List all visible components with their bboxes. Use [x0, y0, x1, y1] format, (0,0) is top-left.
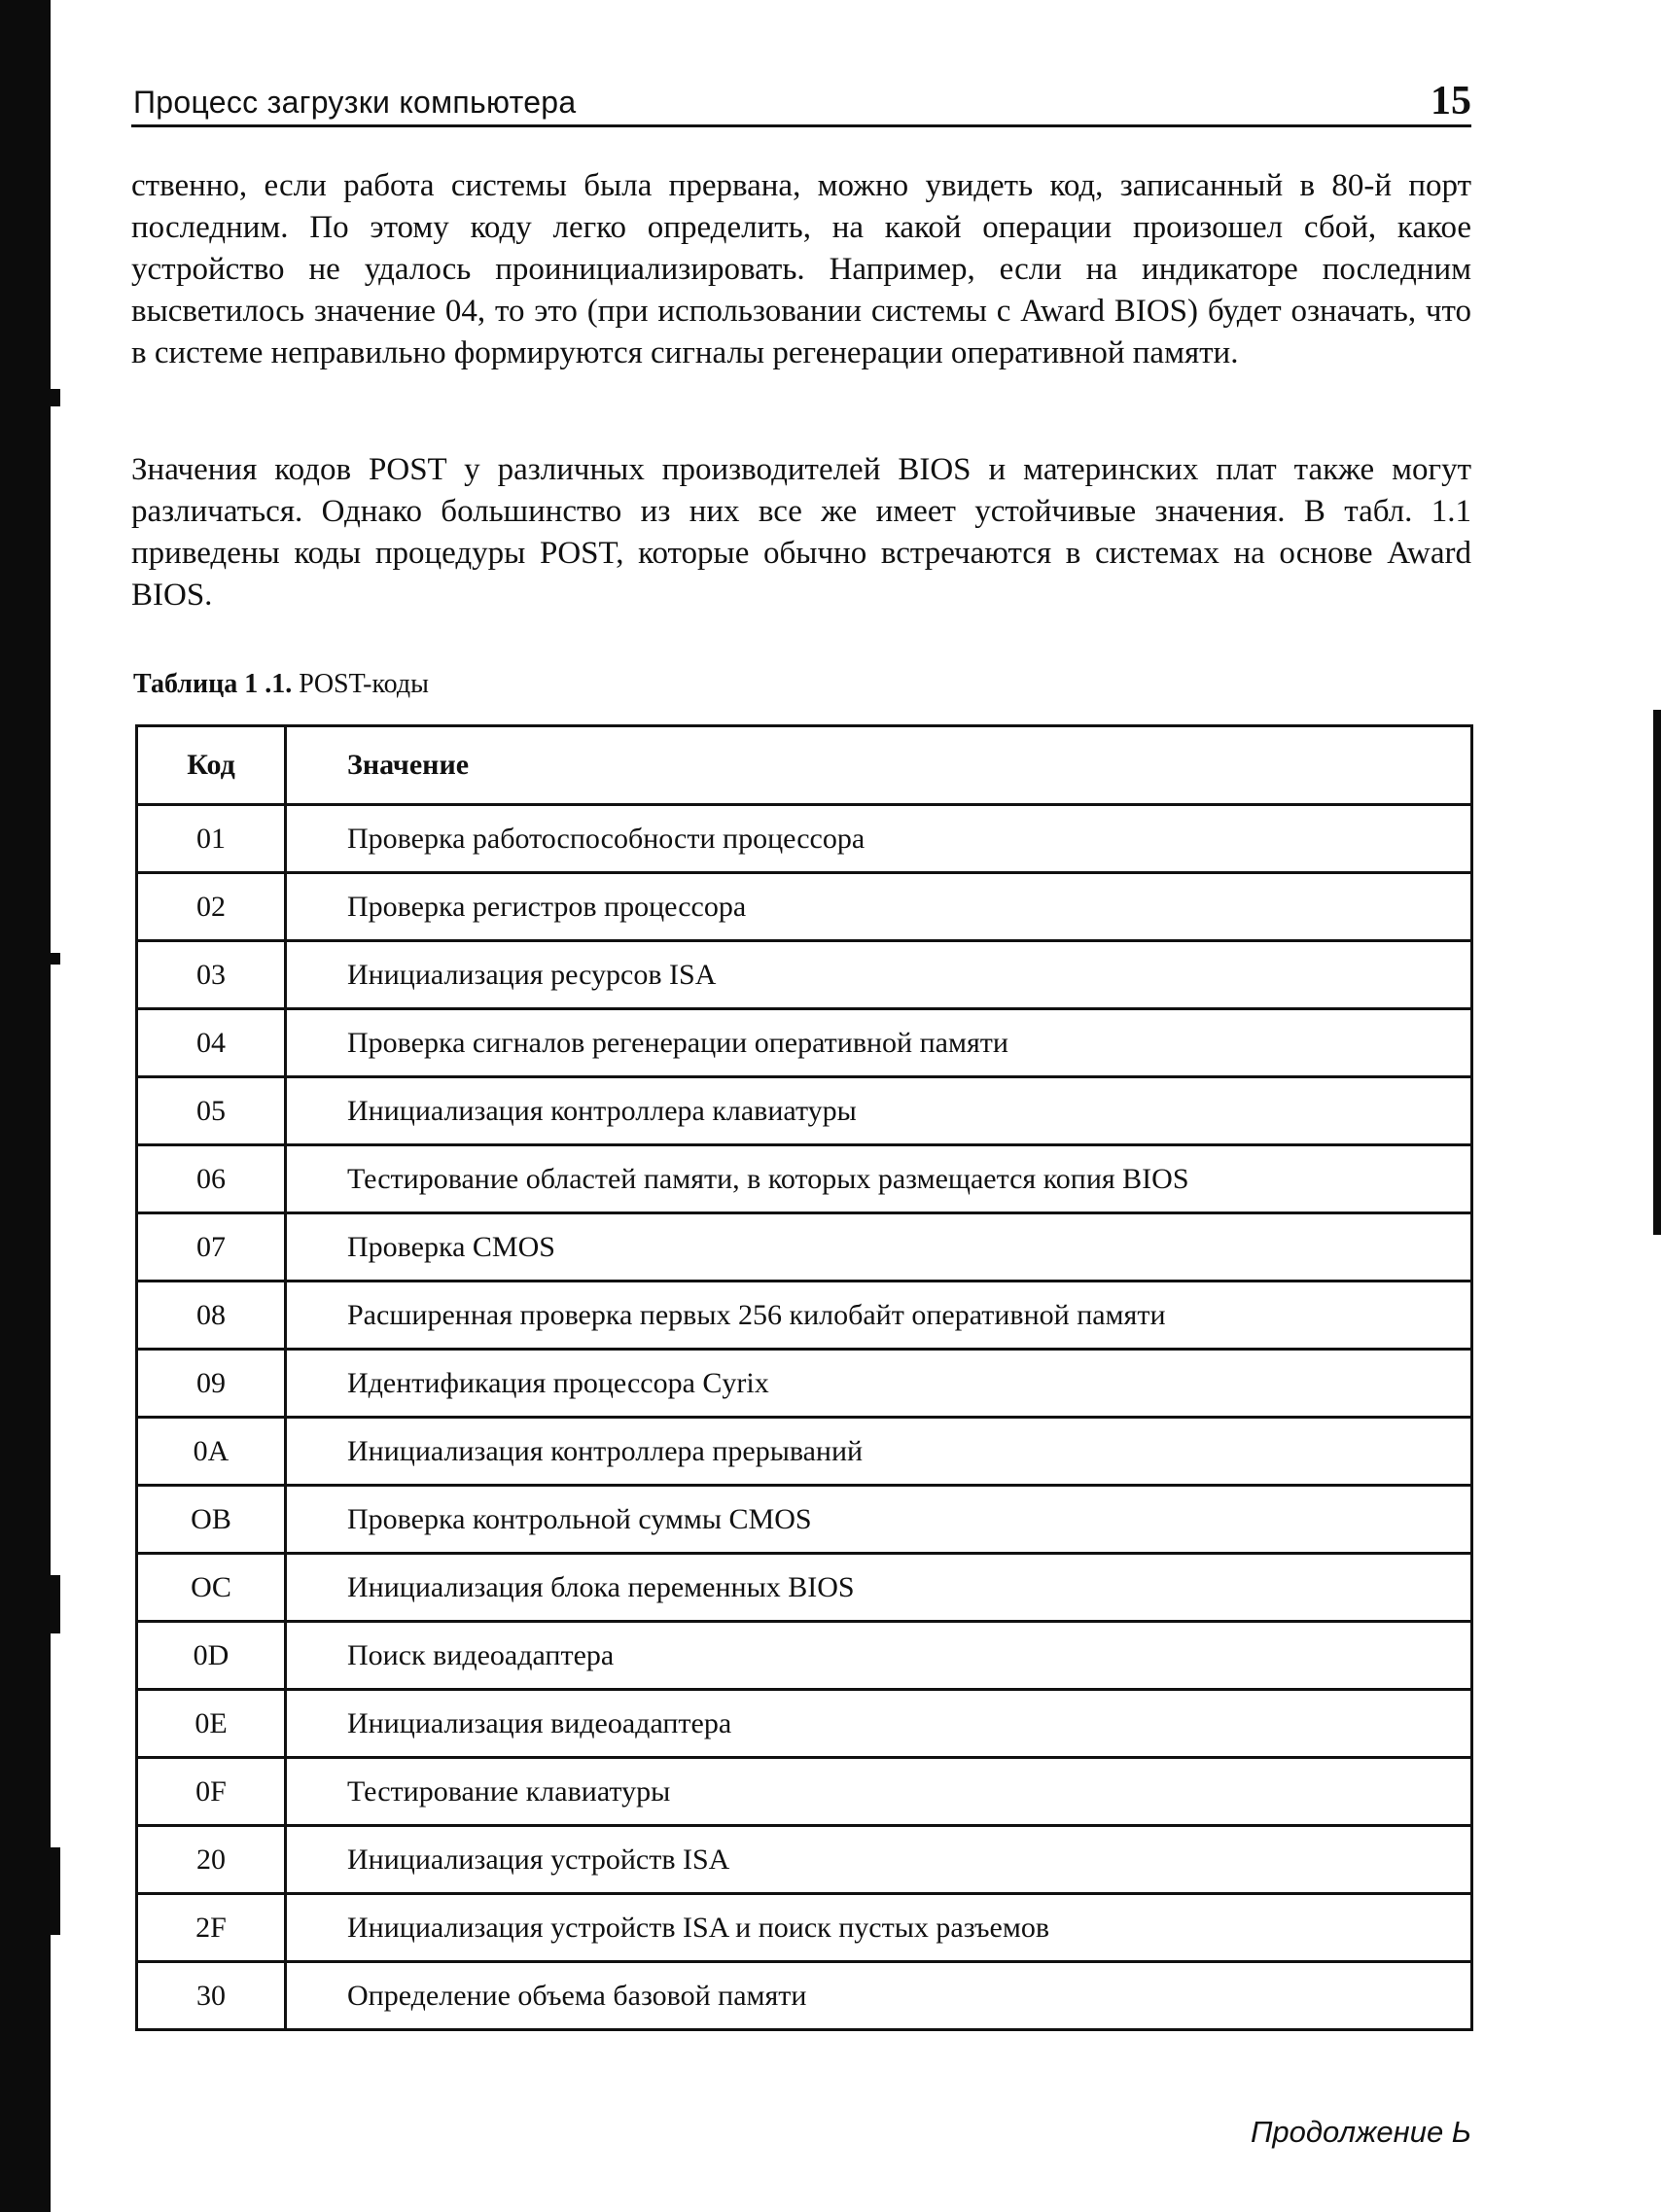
cell-meaning: Инициализация контроллера прерываний [286, 1418, 1472, 1486]
cell-code: OC [137, 1554, 286, 1622]
table-row [137, 1758, 1472, 1826]
scan-top-left-mark [0, 0, 12, 88]
table-row [137, 941, 1472, 1009]
cell-code: 2F [137, 1894, 286, 1962]
cell-code: 05 [137, 1077, 286, 1145]
column-header-code: Код [137, 726, 286, 805]
scan-noise [51, 389, 60, 406]
cell-code: 07 [137, 1213, 286, 1282]
table-row [137, 1145, 1472, 1213]
table-row [137, 1009, 1472, 1077]
cell-meaning: Инициализация ресурсов ISA [286, 941, 1472, 1009]
cell-code: 0D [137, 1622, 286, 1690]
table-row [137, 1418, 1472, 1486]
cell-meaning: Проверка CMOS [286, 1213, 1472, 1282]
scan-noise [51, 1575, 60, 1633]
table-row [137, 805, 1472, 873]
table-row [137, 1690, 1472, 1758]
cell-code: 30 [137, 1962, 286, 2030]
cell-meaning: Инициализация контроллера клавиатуры [286, 1077, 1472, 1145]
table-row [137, 873, 1472, 941]
table-row [137, 1486, 1472, 1554]
cell-meaning: Определение объема базовой памяти [286, 1962, 1472, 2030]
table-row [137, 1962, 1472, 2030]
table-row [137, 1894, 1472, 1962]
cell-code: 04 [137, 1009, 286, 1077]
cell-meaning: Тестирование клавиатуры [286, 1758, 1472, 1826]
table-row [137, 1554, 1472, 1622]
cell-code: OB [137, 1486, 286, 1554]
table-row [137, 1282, 1472, 1350]
table-header-row [137, 726, 1472, 805]
scan-left-margin [0, 0, 51, 2212]
cell-meaning: Расширенная проверка первых 256 килобайт оперативной памяти [286, 1282, 1472, 1350]
running-head [131, 80, 1471, 127]
cell-code: 03 [137, 941, 286, 1009]
continued-note: Продолжение Ь [1250, 2115, 1471, 2149]
table-caption [133, 669, 429, 700]
cell-code: 02 [137, 873, 286, 941]
table-body [137, 805, 1472, 2030]
cell-code: 06 [137, 1145, 286, 1213]
cell-meaning: Проверка регистров процессора [286, 873, 1472, 941]
cell-meaning: Инициализация устройств ISA [286, 1826, 1472, 1894]
running-head-title: Процесс загрузки компьютера [133, 85, 577, 120]
scan-right-margin [1653, 710, 1661, 1235]
column-header-meaning: Значение [286, 726, 1472, 805]
paragraph: ственно, если работа системы была прервана, можно увидеть код, записанный в 80-й порт последним. По этому коду легко определить, на какой операции произошел сбой, какое устройство не удалось проинициализировать. Например, если на индикаторе последним высветилось значение 04, то это (при использовании системы с Award BIOS) будет означать, что в системе неправильно формируются сигналы регенерации оперативной памяти. [131, 168, 1471, 370]
cell-meaning: Инициализация блока переменных BIOS [286, 1554, 1472, 1622]
table-row [137, 1213, 1472, 1282]
cell-code: 0F [137, 1758, 286, 1826]
scan-noise [51, 1847, 60, 1935]
cell-meaning: Тестирование областей памяти, в которых размещается копия BIOS [286, 1145, 1472, 1213]
cell-meaning: Проверка контрольной суммы CMOS [286, 1486, 1472, 1554]
cell-code: 01 [137, 805, 286, 873]
scan-noise [51, 953, 60, 965]
cell-meaning: Поиск видеоадаптера [286, 1622, 1472, 1690]
table-caption-label: Таблица 1 .1. [133, 669, 293, 699]
cell-meaning: Проверка сигналов регенерации оперативной памяти [286, 1009, 1472, 1077]
cell-meaning: Проверка работоспособности процессора [286, 805, 1472, 873]
cell-code: 0A [137, 1418, 286, 1486]
post-codes-table [135, 724, 1473, 2031]
table-caption-title: POST-коды [299, 669, 429, 699]
page-number: 15 [1431, 79, 1471, 123]
cell-meaning: Инициализация устройств ISA и поиск пустых разъемов [286, 1894, 1472, 1962]
table-row [137, 1077, 1472, 1145]
cell-code: 08 [137, 1282, 286, 1350]
table-row [137, 1622, 1472, 1690]
cell-code: 09 [137, 1350, 286, 1418]
cell-meaning: Инициализация видеоадаптера [286, 1690, 1472, 1758]
cell-code: 20 [137, 1826, 286, 1894]
paragraph: Значения кодов POST у различных производителей BIOS и материнских плат также могут различаться. Однако большинство из них все же имеет устойчивые значения. В табл. 1.1 приведены коды процедуры POST, которые обычно встречаются в системах на основе Award BIOS. [131, 452, 1471, 613]
table-row [137, 1350, 1472, 1418]
cell-meaning: Идентификация процессора Cyrix [286, 1350, 1472, 1418]
cell-code: 0E [137, 1690, 286, 1758]
table-row [137, 1826, 1472, 1894]
